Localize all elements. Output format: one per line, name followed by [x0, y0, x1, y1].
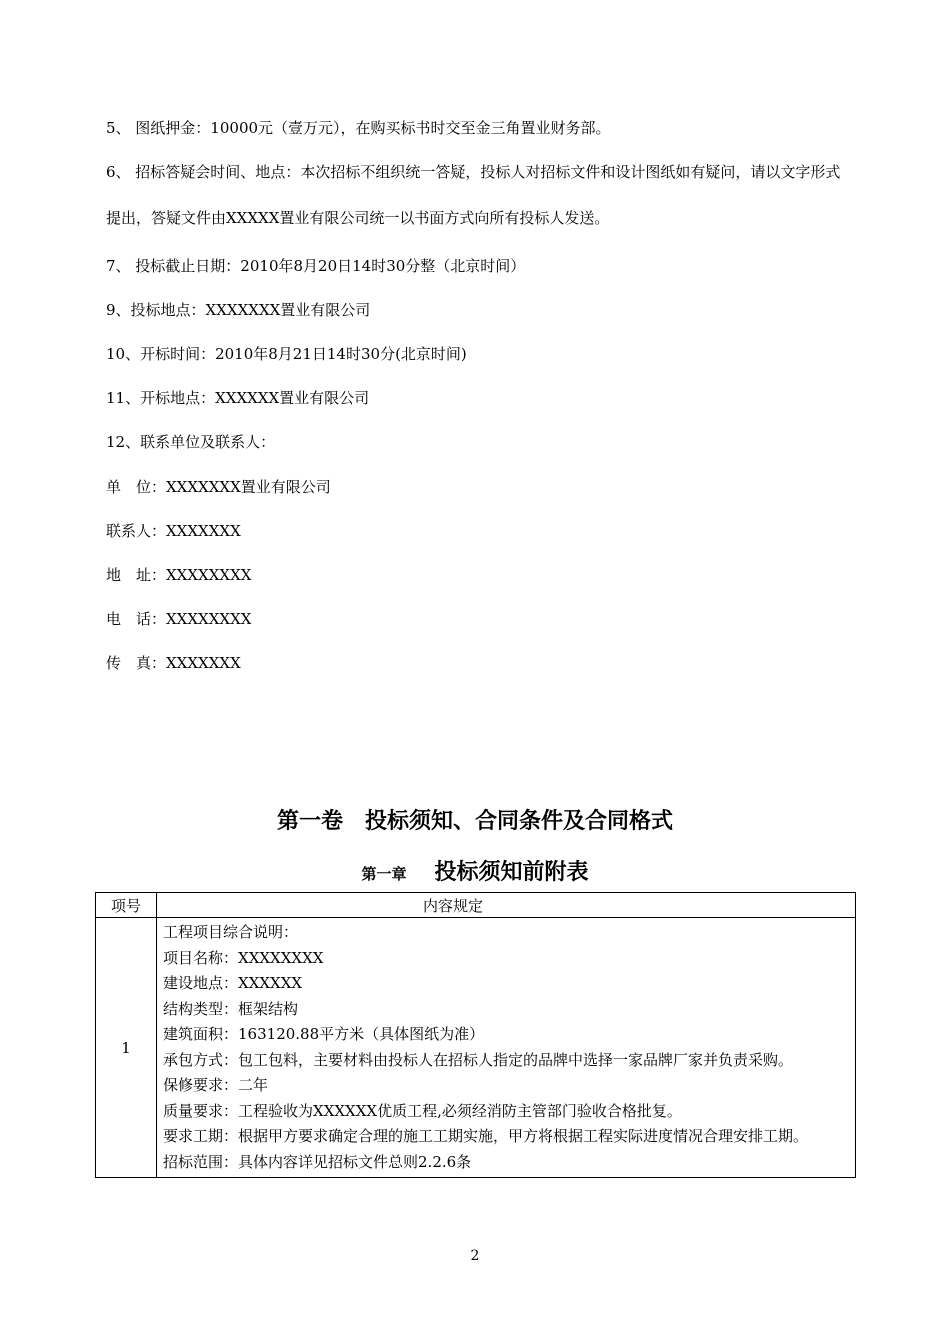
row-content: [157, 918, 856, 1178]
clause-6: 6、 招标答疑会时间、地点：本次招标不组织统一答疑，投标人对招标文件和设计图纸如有疑问，请以文字形式提出，答疑文件由XXXXX置业有限公司统一以书面方式向所有投标人发送。: [106, 163, 841, 227]
list-item: 结构类型： 框架结构: [163, 999, 299, 1018]
table-row: [96, 918, 856, 1178]
page-number: 2: [470, 1248, 480, 1264]
contact-fax: 传 真：XXXXXXX: [106, 654, 241, 672]
list-item: 招标范围： 具体内容详见招标文件总则2.2.6条: [163, 1152, 472, 1171]
content-heading: 工程项目综合说明：: [163, 923, 299, 941]
volume-title: 第一卷 投标须知、合同条件及合同格式: [276, 809, 673, 834]
list-item: 建设地点： XXXXXX: [163, 974, 303, 992]
contact-phone: 电 话：XXXXXXXX: [106, 610, 252, 628]
clause-5: 5、 图纸押金：10000元（壹万元），在购买标书时交至金三角置业财务部。: [106, 119, 611, 137]
list-item: 项目名称： XXXXXXXX: [163, 948, 324, 967]
clause-10: 10、开标时间：2010年8月21日14时30分(北京时间): [106, 345, 467, 363]
list-item: 建筑面积： 163120.88平方米（具体图纸为准）: [163, 1025, 485, 1043]
clause-7: 7、 投标截止日期：2010年8月20日14时30分整（北京时间）: [106, 257, 526, 275]
table-header-row: [96, 893, 856, 918]
list-item: 质量要求： 工程验收为XXXXXX优质工程,必须经消防主管部门验收合格批复。: [163, 1101, 682, 1120]
list-item: 承包方式：包工包料，主要材料由投标人在招标人指定的品牌中选择一家品牌厂家并负责采购。: [163, 1050, 794, 1069]
chapter-title: 投标须知前附表: [434, 860, 589, 885]
clause-12: 12、联系单位及联系人：: [106, 433, 276, 451]
contact-address: 地 址：XXXXXXXX: [106, 566, 252, 584]
header-item-no: 项号: [96, 893, 157, 918]
bid-notice-table: [95, 892, 856, 1178]
chapter-heading: [0, 855, 950, 886]
contact-unit: 单 位：XXXXXXX置业有限公司: [106, 478, 331, 496]
contact-person: 联系人：XXXXXXX: [106, 522, 241, 540]
clause-9: 9、投标地点：XXXXXXX置业有限公司: [106, 301, 371, 319]
list-item: 保修要求： 二年: [163, 1076, 269, 1094]
list-item: 要求工期： 根据甲方要求确定合理的施工工期实施，甲方将根据工程实际进度情况合理安排工期。: [163, 1127, 809, 1145]
header-content: 内容规定: [157, 893, 856, 918]
row-item-no: 1: [96, 918, 157, 1178]
clause-11: 11、开标地点：XXXXXX置业有限公司: [106, 389, 370, 407]
chapter-number: 第一章: [361, 865, 407, 883]
